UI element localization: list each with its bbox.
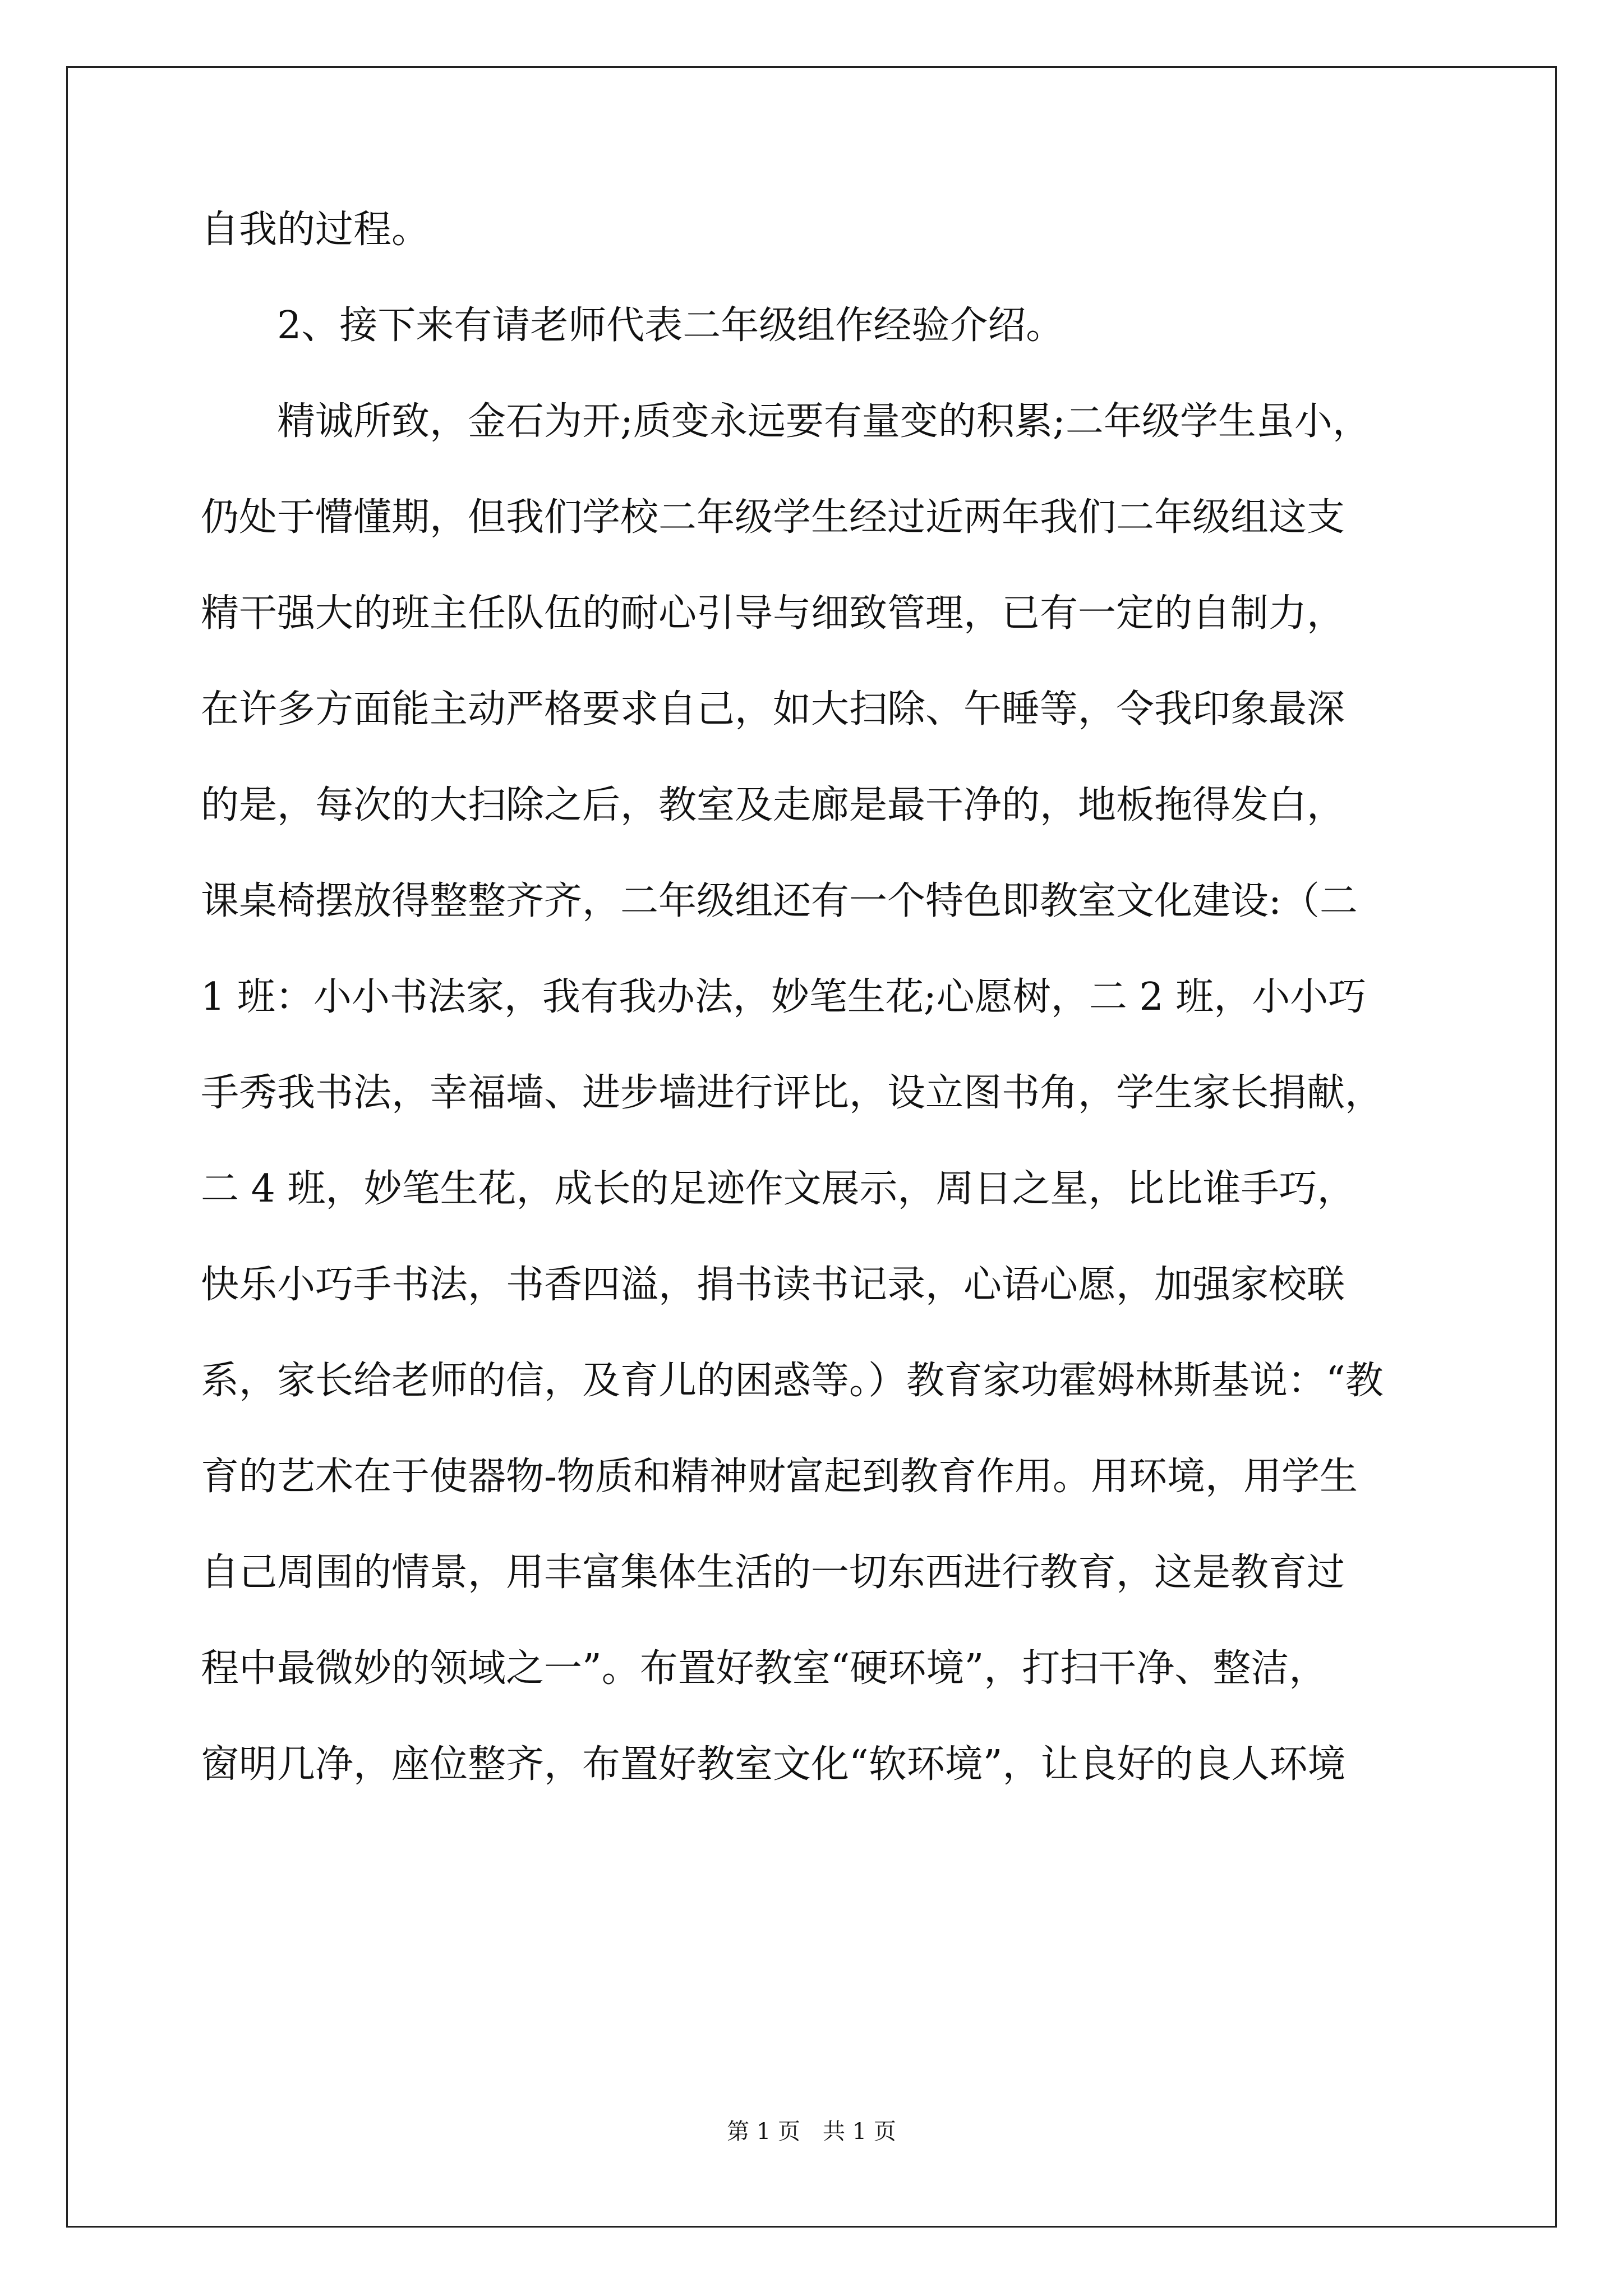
text-line: 育的艺术在于使器物-物质和精神财富起到教育作用。用环境，用学生: [201, 1455, 1358, 1499]
text-line: 自己周围的情景，用丰富集体生活的一切东西进行教育，这是教育过: [201, 1550, 1345, 1595]
text-line: 手秀我书法，幸福墙、进步墙进行评比，设立图书角，学生家长捐献，: [201, 1071, 1384, 1115]
text-line: 精诚所致，金石为开;质变永远要有量变的积累;二年级学生虽小，: [201, 399, 1371, 444]
text-line: 1 班：小小书法家，我有我办法，妙笔生花;心愿树，二 2 班，小小巧: [201, 975, 1367, 1019]
text-line: 二 4 班，妙笔生花，成长的足迹作文展示，周日之星，比比谁手巧，: [201, 1167, 1355, 1211]
text-line: 快乐小巧手书法，书香四溢，捐书读书记录，心语心愿，加强家校联: [201, 1263, 1345, 1307]
page-footer: 第 1 页 共 1 页: [727, 2119, 896, 2145]
text-line: 自我的过程。: [201, 208, 430, 252]
text-line: 窗明几净，座位整齐，布置好教室文化“软环境”，让良好的良人环境: [201, 1742, 1346, 1787]
text-line: 程中最微妙的领域之一”。布置好教室“硬环境”，打扫干净、整洁，: [201, 1646, 1327, 1691]
text-line: 系，家长给老师的信，及育儿的困惑等。）教育家功霍姆林斯基说：“教: [201, 1359, 1384, 1403]
text-line: 精干强大的班主任队伍的耐心引导与细致管理，已有一定的自制力，: [201, 591, 1345, 636]
text-line: 2、接下来有请老师代表二年级组作经验介绍。: [201, 303, 1064, 348]
text-line: 仍处于懵懂期，但我们学校二年级学生经过近两年我们二年级组这支: [201, 495, 1345, 540]
text-line: 的是，每次的大扫除之后，教室及走廊是最干净的，地板拖得发白，: [201, 783, 1345, 827]
page-border: [66, 66, 1557, 2228]
text-line: 在许多方面能主动严格要求自己，如大扫除、午睡等，令我印象最深: [201, 687, 1345, 731]
text-line: 课桌椅摆放得整整齐齐，二年级组还有一个特色即教室文化建设:（二: [201, 879, 1358, 923]
